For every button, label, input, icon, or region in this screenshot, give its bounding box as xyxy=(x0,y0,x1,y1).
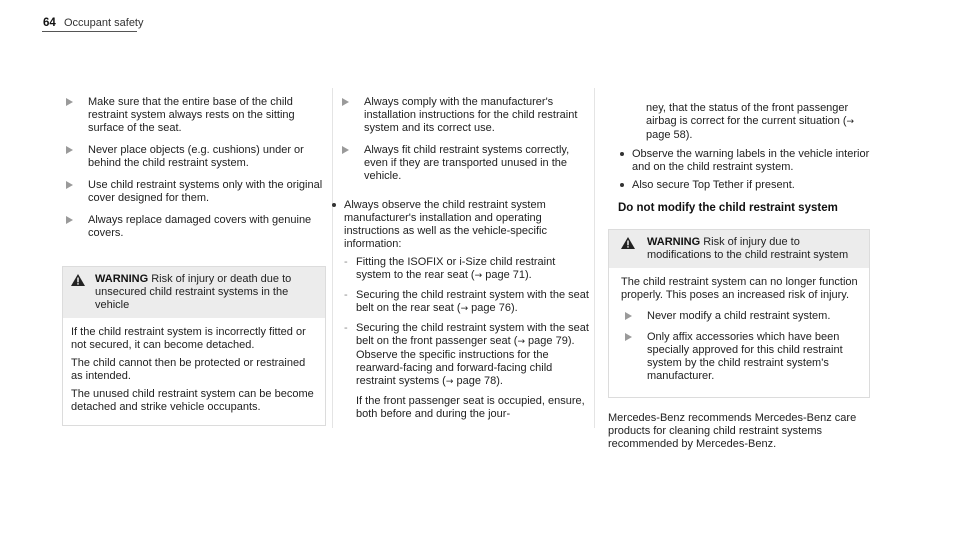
page-number: 64 xyxy=(43,17,56,29)
triangle-right-icon xyxy=(342,98,349,106)
page-ref-link[interactable]: page 76 xyxy=(471,302,511,314)
warning-triangle-icon xyxy=(621,237,635,249)
ref-arrow-icon: → xyxy=(846,117,855,127)
warning-triangle-icon xyxy=(71,274,85,286)
dash-item: - Securing the child restraint system with the seat belt on the front passenger seat (→ page 79). Observe the specific instructions for the rearward-facing and forward-facing child restraint systems (→ page 78). If the front passenger seat is occupied, ensure, both before and during the jour- xyxy=(344,322,592,421)
warning-header xyxy=(609,230,869,268)
ref-arrow-icon: → xyxy=(517,337,525,347)
triangle-right-icon xyxy=(66,146,73,154)
warning-paragraph: The child restraint system can no longer function properly. This poses an increased risk of injury. xyxy=(621,276,858,301)
triangle-right-icon xyxy=(625,333,632,341)
bullet-dot xyxy=(332,203,336,207)
ref-arrow-icon: → xyxy=(474,271,483,281)
instruction-step: Always replace damaged covers with genuine covers. xyxy=(62,214,326,240)
warning-paragraph: If the child restraint system is incorrectly fitted or not secured, it can become detached. xyxy=(71,326,306,351)
instruction-step: Make sure that the entire base of the child restraint system always rests on the sitting surface of the seat. xyxy=(62,96,326,135)
section-heading: Do not modify the child restraint system xyxy=(618,202,838,214)
instruction-step: Use child restraint systems only with the original cover designed for them. xyxy=(62,179,326,205)
bullet-item: Also secure Top Tether if present. xyxy=(618,179,870,192)
dash-list xyxy=(344,256,592,421)
instruction-step: Only affix accessories which have been specially approved for this child restraint system by the child restraint system's manufacturer. xyxy=(621,331,861,383)
page-ref-link[interactable]: page 79 xyxy=(528,335,568,347)
ref-arrow-icon: → xyxy=(460,304,469,314)
warning-box xyxy=(62,266,326,426)
ref-arrow-icon: → xyxy=(445,377,454,387)
dash-item: - Fitting the ISOFIX or i-Size child restraint system to the rear seat (→ page 71). xyxy=(344,256,556,281)
dash-item: - Securing the child restraint system with the seat belt on the rear seat (→ page 76). xyxy=(344,289,589,314)
dash-continuation: If the front passenger seat is occupied, ensure, both before and during the jour- xyxy=(356,395,585,420)
warning-header xyxy=(63,267,325,318)
page-ref-link[interactable]: page 58 xyxy=(646,129,686,141)
triangle-right-icon xyxy=(66,98,73,106)
triangle-right-icon xyxy=(342,146,349,154)
header-rule xyxy=(42,31,137,32)
page-ref-link[interactable]: page 71 xyxy=(485,269,525,281)
bullet-item: Observe the warning labels in the vehicle interior and on the child restraint system. xyxy=(618,148,870,174)
warning-paragraph: The unused child restraint system can be become detached and strike vehicle occupants. xyxy=(71,388,314,413)
bullet-dot xyxy=(620,152,624,156)
warning-body xyxy=(63,318,325,425)
section-title: Occupant safety xyxy=(64,17,144,29)
column-divider xyxy=(594,88,595,428)
continuation-text: ney, that the status of the front passenger airbag is correct for the current situation (→ page 58). xyxy=(646,102,855,141)
warning-label: WARNING xyxy=(647,236,701,248)
column-3 xyxy=(600,102,870,451)
warning-body xyxy=(609,268,869,397)
page-header xyxy=(42,17,922,43)
instruction-step: Always comply with the manufacturer's installation instructions for the child restraint system and its correct use. xyxy=(338,96,592,135)
column-divider xyxy=(332,88,333,428)
triangle-right-icon xyxy=(66,181,73,189)
warning-title: Risk of injury or death due to unsecured child restraint systems in the vehicle xyxy=(95,273,292,311)
instruction-step: Never modify a child restraint system. xyxy=(621,310,861,323)
warning-title: Risk of injury due to modifications to the child restraint system xyxy=(647,236,849,261)
triangle-right-icon xyxy=(66,216,73,224)
warning-box xyxy=(608,229,870,398)
instruction-step: Never place objects (e.g. cushions) under or behind the child restraint system. xyxy=(62,144,326,170)
warning-paragraph: The child cannot then be protected or restrained as intended. xyxy=(71,357,306,382)
bullet-item: Always observe the child restraint system manufacturer's installation and operating instructions as well as the vehicle-specific information: xyxy=(330,199,592,251)
instruction-step: Always fit child restraint systems correctly, even if they are transported unused in the vehicle. xyxy=(338,144,592,183)
warning-label: WARNING xyxy=(95,273,149,285)
column-1 xyxy=(62,96,326,426)
page-ref-link[interactable]: page 78 xyxy=(456,375,497,387)
closing-paragraph: Mercedes-Benz recommends Mercedes-Benz care products for cleaning child restraint systems recommended by Mercedes-Benz. xyxy=(608,412,857,450)
column-2 xyxy=(338,96,592,427)
bullet-dot xyxy=(620,183,624,187)
triangle-right-icon xyxy=(625,312,632,320)
